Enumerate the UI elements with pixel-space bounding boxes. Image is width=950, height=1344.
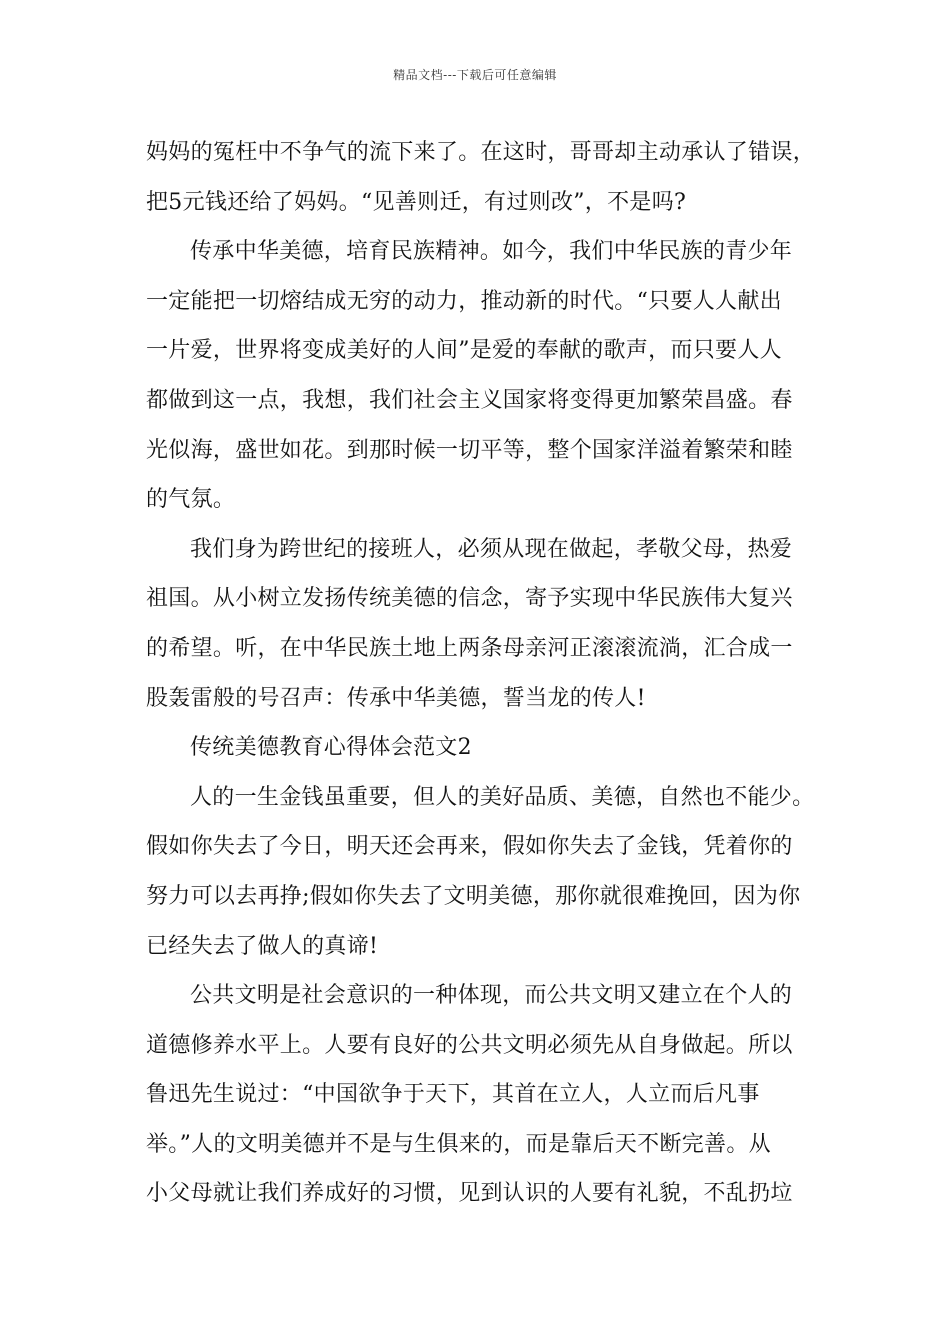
text-line: 努力可以去再挣;假如你失去了文明美德，那你就很难挽回，因为你	[146, 883, 801, 909]
text-line: 光似海，盛世如花。到那时候一切平等，整个国家洋溢着繁荣和睦	[146, 437, 793, 463]
text-line: 的希望。听，在中华民族土地上两条母亲河正滚滚流淌，汇合成一	[146, 635, 793, 661]
document-body	[146, 128, 814, 1219]
text-line: 举。”人的文明美德并不是与生俱来的，而是靠后天不断完善。从	[146, 1131, 771, 1157]
text-line: 妈妈的冤枉中不争气的流下来了。在这时，哥哥却主动承认了错误，	[146, 140, 816, 165]
text-line: 传承中华美德，培育民族精神。如今，我们中华民族的青少年	[190, 239, 793, 265]
text-line: 道德修养水平上。人要有良好的公共文明必须先从自身做起。所以	[146, 1032, 793, 1058]
page-header: 精品文档---下载后可任意编辑	[393, 68, 557, 82]
text-line: 我们身为跨世纪的接班人，必须从现在做起，孝敬父母，热爱	[190, 536, 793, 562]
text-line: 已经失去了做人的真谛!	[146, 933, 379, 959]
section-heading: 传统美德教育心得体会范文2	[190, 735, 472, 761]
text-line: 一定能把一切熔结成无穷的动力，推动新的时代。“只要人人献出	[146, 288, 782, 314]
text-line: 的气氛。	[146, 487, 236, 513]
text-line: 祖国。从小树立发扬传统美德的信念，寄予实现中华民族伟大复兴	[146, 586, 793, 612]
text-line: 股轰雷般的号召声：传承中华美德，誓当龙的传人!	[146, 685, 646, 711]
text-line: 都做到这一点，我想，我们社会主义国家将变得更加繁荣昌盛。春	[146, 387, 793, 413]
text-line: 把5元钱还给了妈妈。“见善则迁，有过则改”，不是吗?	[146, 189, 687, 215]
text-line: 一片爱，世界将变成美好的人间”是爱的奉献的歌声，而只要人人	[146, 338, 782, 364]
text-line: 假如你失去了今日，明天还会再来，假如你失去了金钱，凭着你的	[146, 834, 793, 860]
text-line: 公共文明是社会意识的一种体现，而公共文明又建立在个人的	[190, 983, 793, 1009]
text-line: 鲁迅先生说过：“中国欲争于天下，其首在立人，人立而后凡事	[146, 1082, 760, 1108]
text-line: 小父母就让我们养成好的习惯，见到认识的人要有礼貌，不乱扔垃	[146, 1181, 793, 1207]
text-line: 人的一生金钱虽重要，但人的美好品质、美德，自然也不能少。	[190, 784, 815, 810]
